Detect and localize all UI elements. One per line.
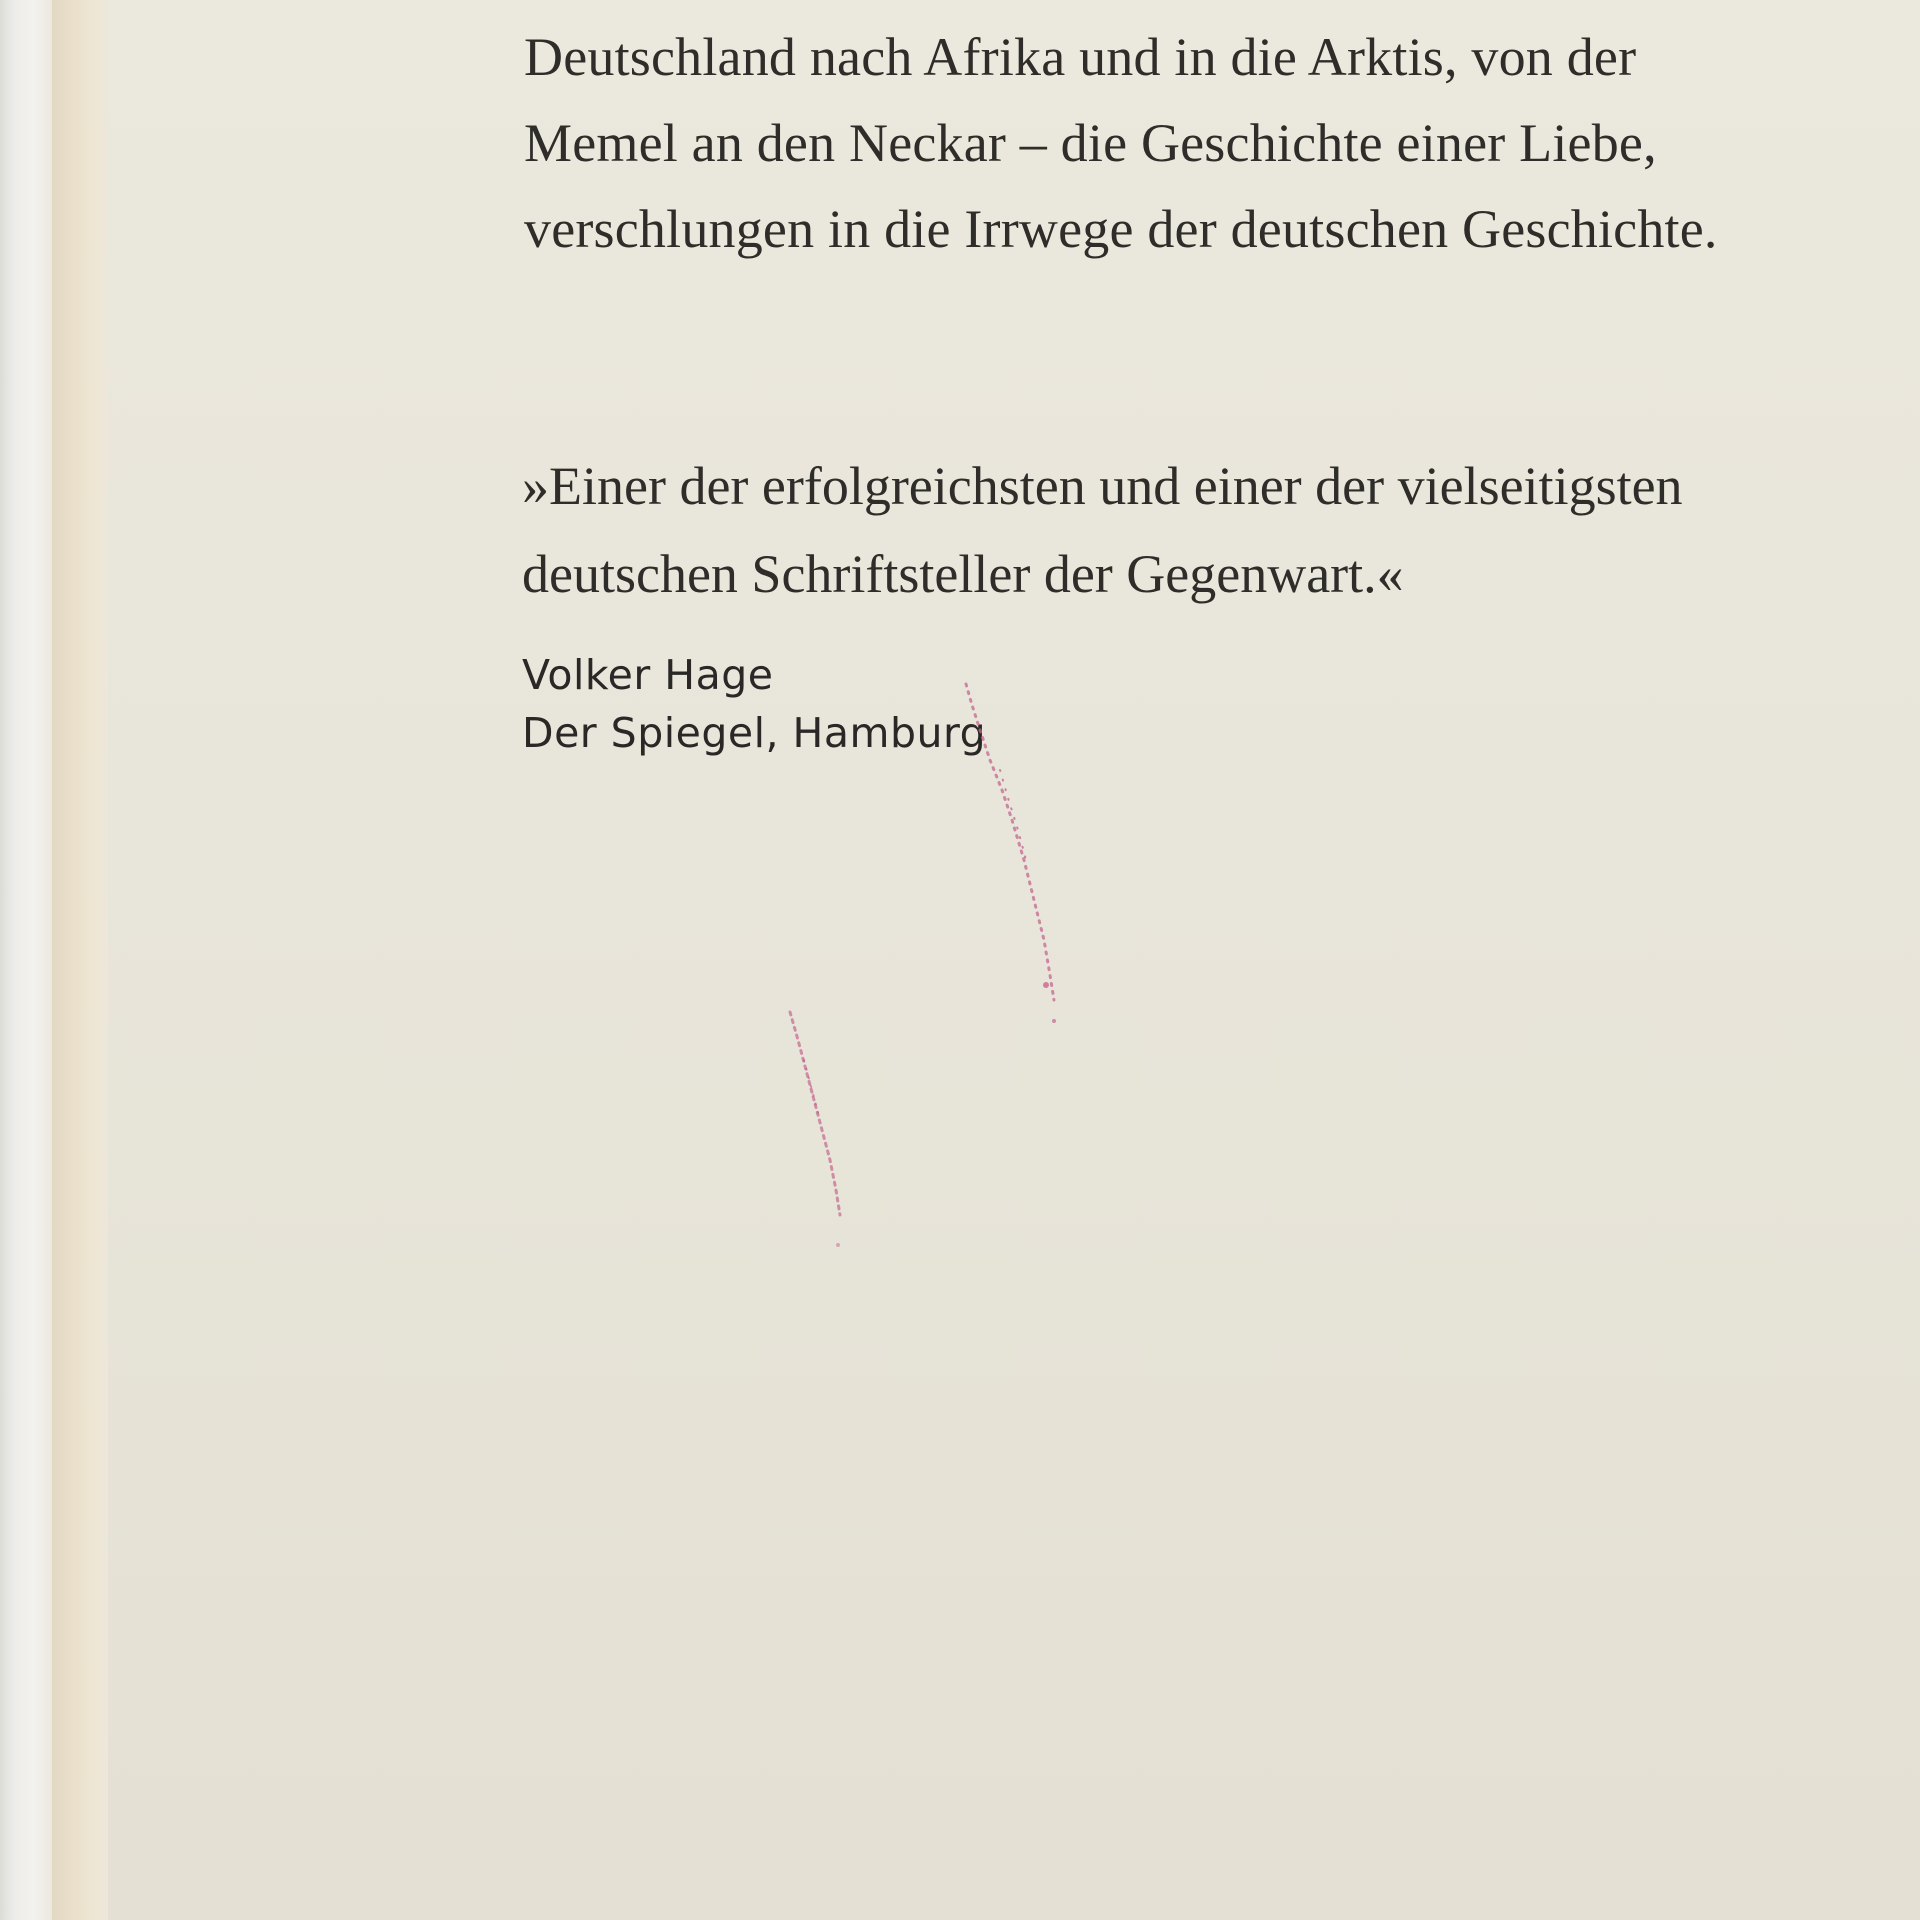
blurb-text <box>524 14 1824 272</box>
blurb-line: Memel an den Neckar – die Geschichte einer Liebe, <box>524 113 1657 173</box>
spine-band <box>52 0 108 1920</box>
attribution-source: Der Spiegel, Hamburg <box>522 709 987 757</box>
attribution-name: Volker Hage <box>522 651 774 699</box>
blurb-line: Deutschland nach Afrika und in die Arktis, von der <box>524 27 1637 87</box>
quote-line: »Einer der erfolgreichsten und einer der vielseitigsten <box>522 456 1683 516</box>
quote-attribution <box>522 646 986 762</box>
blurb-line: verschlungen in die Irrwege der deutschen Geschichte. <box>524 199 1718 259</box>
review-quote <box>522 442 1822 618</box>
quote-line: deutschen Schriftsteller der Gegenwart.« <box>522 544 1404 604</box>
paper-surface <box>108 0 1920 1920</box>
page-edge <box>0 0 52 1920</box>
